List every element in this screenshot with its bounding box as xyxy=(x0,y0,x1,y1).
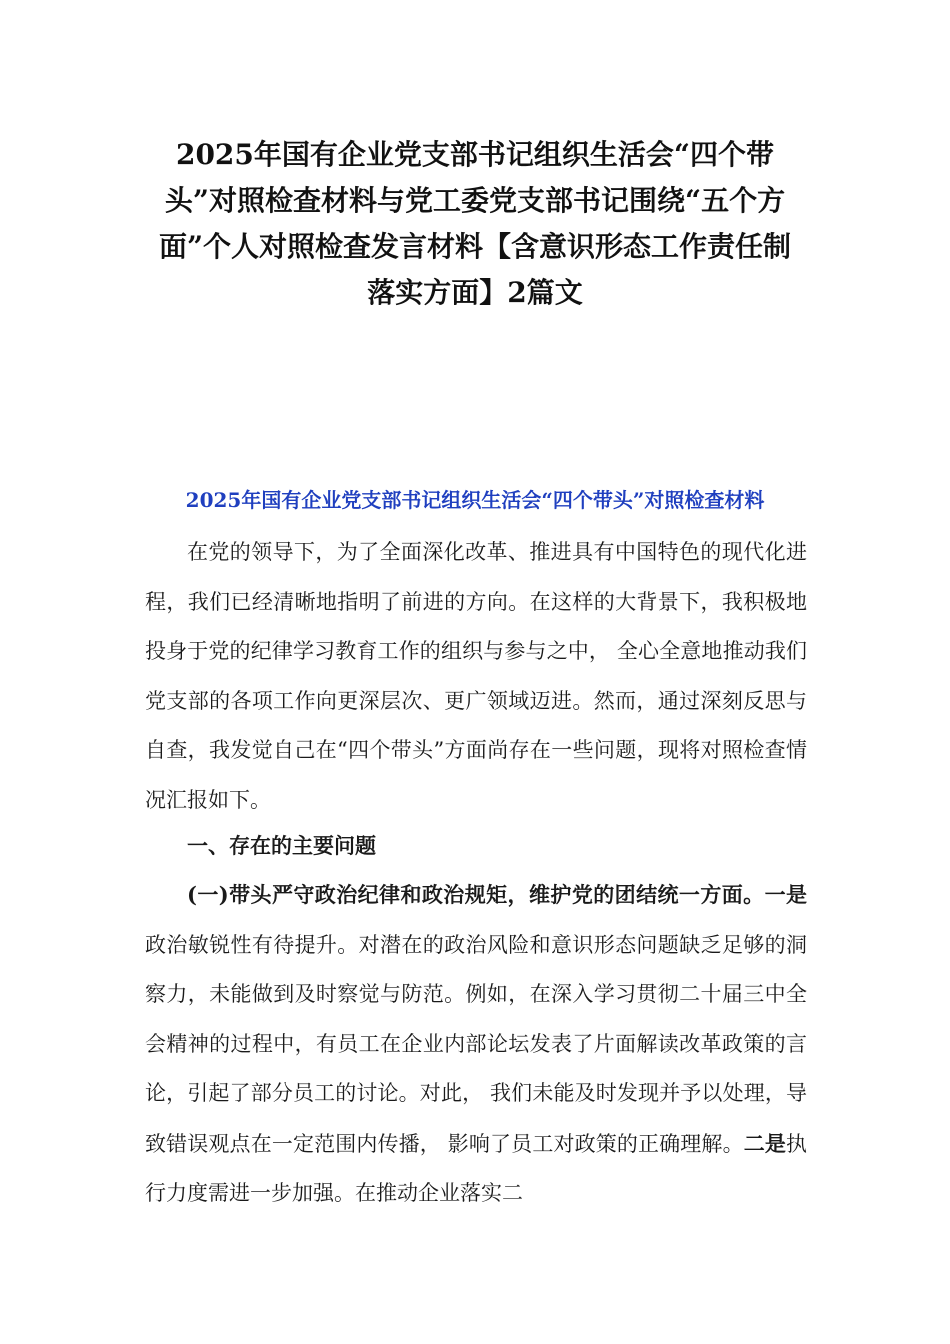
subsection-1-point-2-label: 二是 xyxy=(743,1130,786,1156)
subsection-1-text-1: 政治敏锐性有待提升。对潜在的政治风险和意识形态问题缺乏足够的洞察力，未能做到及时察觉与防范。例如，在深入学习贯彻二十届三中全会精神的过程中，有员工在企业内部论坛发表了片面解读改革政策的言论，引起了部分员工的讨论。对此， 我们未能及时发现并予以处理，导致错误观点在一定范围内传播， 影响了员工对政策的正确理解。 xyxy=(145,932,807,1156)
subsection-1-paragraph xyxy=(145,870,807,1219)
document-main-title: 2025年国有企业党支部书记组织生活会“四个带头”对照检查材料与党工委党支部书记围绕“五个方面”个人对照检查发言材料【含意识形态工作责任制落实方面】2篇文 xyxy=(158,138,792,309)
intro-paragraph: 在党的领导下，为了全面深化改革、推进具有中国特色的现代化进程，我们已经清晰地指明了前进的方向。在这样的大背景下，我积极地投身于党的纪律学习教育工作的组织与参与之中， 全心全意地推动我们党支部的各项工作向更深层次、更广领域迈进。然而，通过深刻反思与自查，我发觉自己在“四个带头”方面尚存在一些问题，现将对照检查情况汇报如下。 xyxy=(145,540,807,812)
section-title: 2025年国有企业党支部书记组织生活会“四个带头”对照检查材料 xyxy=(185,488,765,512)
heading-main-problems: 一、存在的主要问题 xyxy=(187,833,376,858)
subsection-1-text-2: 执行力度需进一步加强。在推动企业落实二 xyxy=(145,1131,807,1205)
subsection-1-lead: (一)带头严守政治纪律和政治规矩，维护党的团结统一方面。一是 xyxy=(187,882,807,907)
